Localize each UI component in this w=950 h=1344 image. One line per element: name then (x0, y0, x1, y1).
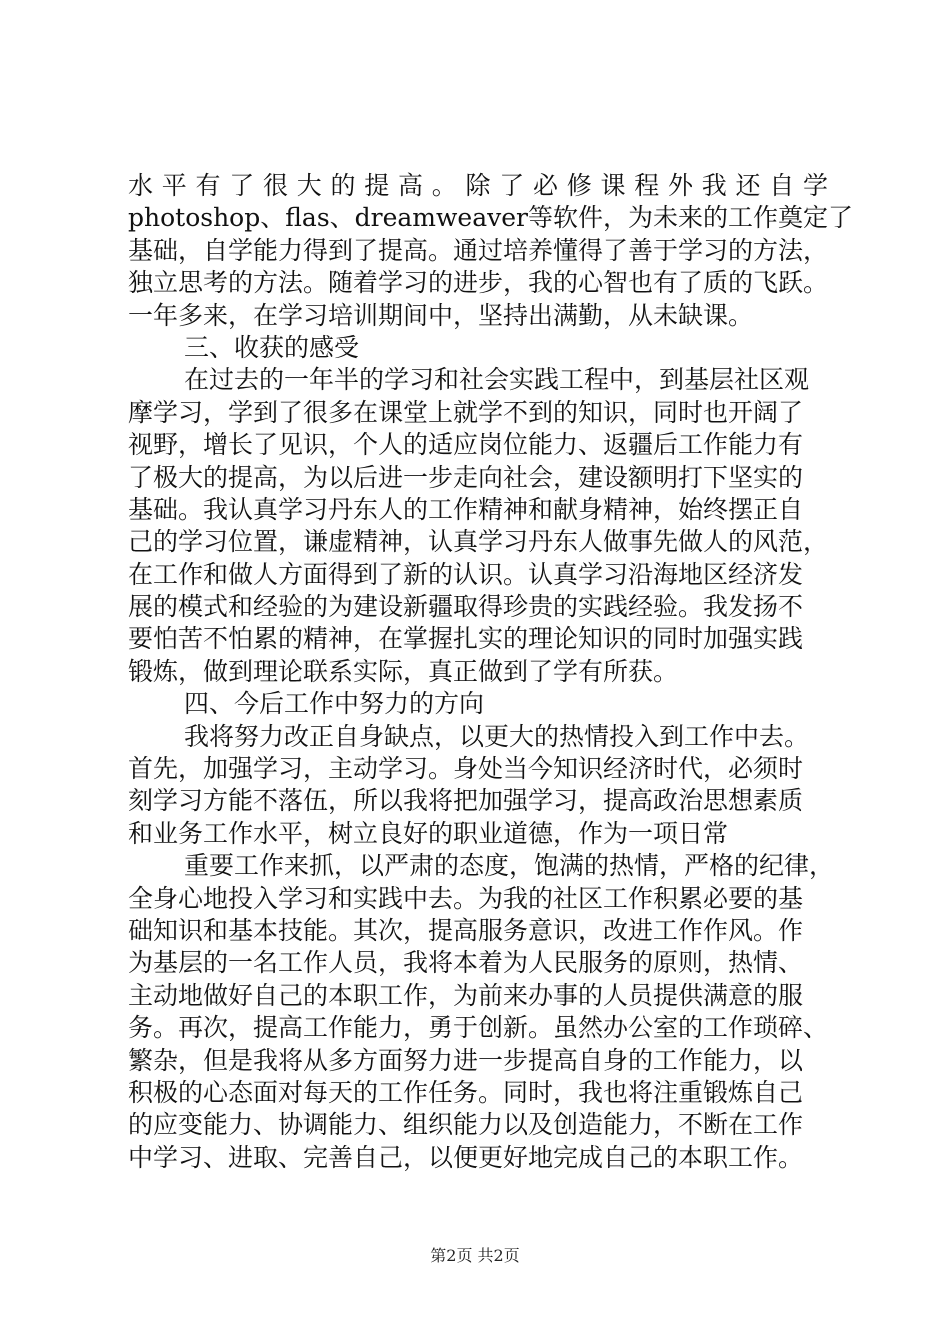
text-line: 基础。我认真学习丹东人的工作精神和献身精神，始终摆正自 (128, 494, 804, 524)
text-line: 刻学习方能不落伍，所以我将把加强学习，提高政治思想素质 (128, 786, 804, 816)
text-line: 我将努力改正自身缺点，以更大的热情投入到工作中去。 (184, 721, 810, 751)
text-line: 全身心地投入学习和实践中去。为我的社区工作积累必要的基 (128, 883, 804, 913)
text-line: 了极大的提高，为以后进一步走向社会，建设额明打下坚实的 (128, 462, 804, 492)
text-line: 在工作和做人方面得到了新的认识。认真学习沿海地区经济发 (128, 559, 804, 589)
document-body (128, 170, 853, 1174)
page-number: 第2页 共2页 (430, 1246, 520, 1265)
text-line: 务。再次，提高工作能力，勇于创新。虽然办公室的工作琐碎、 (128, 1013, 829, 1043)
text-line: 繁杂，但是我将从多方面努力进一步提高自身的工作能力，以 (128, 1045, 804, 1075)
text-line: 重要工作来抓，以严肃的态度，饱满的热情，严格的纪律， (184, 851, 835, 881)
text-line: 己的学习位置，谦虚精神，认真学习丹东人做事先做人的风范， (128, 527, 829, 557)
text-line: 在过去的一年半的学习和社会实践工程中，到基层社区观 (184, 365, 810, 395)
page-footer (0, 1243, 950, 1266)
text-line: 一年多来，在学习培训期间中，坚持出满勤，从未缺课。 (128, 300, 754, 330)
text-line: 础知识和基本技能。其次，提高服务意识，改进工作作风。作 (128, 915, 804, 945)
text-line: 中学习、进取、完善自己，以便更好地完成自己的本职工作。 (128, 1142, 804, 1172)
section-heading: 四、今后工作中努力的方向 (184, 689, 485, 719)
text-line: 为基层的一名工作人员，我将本着为人民服务的原则，热情、 (128, 948, 804, 978)
text-line: 和业务工作水平，树立良好的职业道德，作为一项日常 (128, 818, 729, 848)
text-line: 要怕苦不怕累的精神，在掌握扎实的理论知识的同时加强实践 (128, 624, 804, 654)
text-line: 独立思考的方法。随着学习的进步，我的心智也有了质的飞跃。 (128, 268, 829, 298)
text-line: 的应变能力、协调能力、组织能力以及创造能力，不断在工作 (128, 1110, 804, 1140)
text-line: 主动地做好自己的本职工作，为前来办事的人员提供满意的服 (128, 980, 804, 1010)
text-line: 基础，自学能力得到了提高。通过培养懂得了善于学习的方法， (128, 235, 829, 265)
text-line: 积极的心态面对每天的工作任务。同时，我也将注重锻炼自己 (128, 1077, 804, 1107)
text-line: 摩学习，学到了很多在课堂上就学不到的知识，同时也开阔了 (128, 397, 804, 427)
text-line: 水平有了很大的提高。除了必修课程外我还自学 (128, 171, 828, 200)
text-line: 锻炼，做到理论联系实际，真正做到了学有所获。 (128, 656, 679, 686)
text-line: 展的模式和经验的为建设新疆取得珍贵的实践经验。我发扬不 (128, 592, 804, 622)
text-line: 首先，加强学习，主动学习。身处当今知识经济时代，必须时 (128, 754, 804, 784)
section-heading: 三、收获的感受 (184, 332, 360, 362)
text-line: photoshop、flas、dreamweaver等软件，为未来的工作奠定了 (128, 203, 853, 233)
text-line: 视野，增长了见识，个人的适应岗位能力、返疆后工作能力有 (128, 430, 804, 460)
